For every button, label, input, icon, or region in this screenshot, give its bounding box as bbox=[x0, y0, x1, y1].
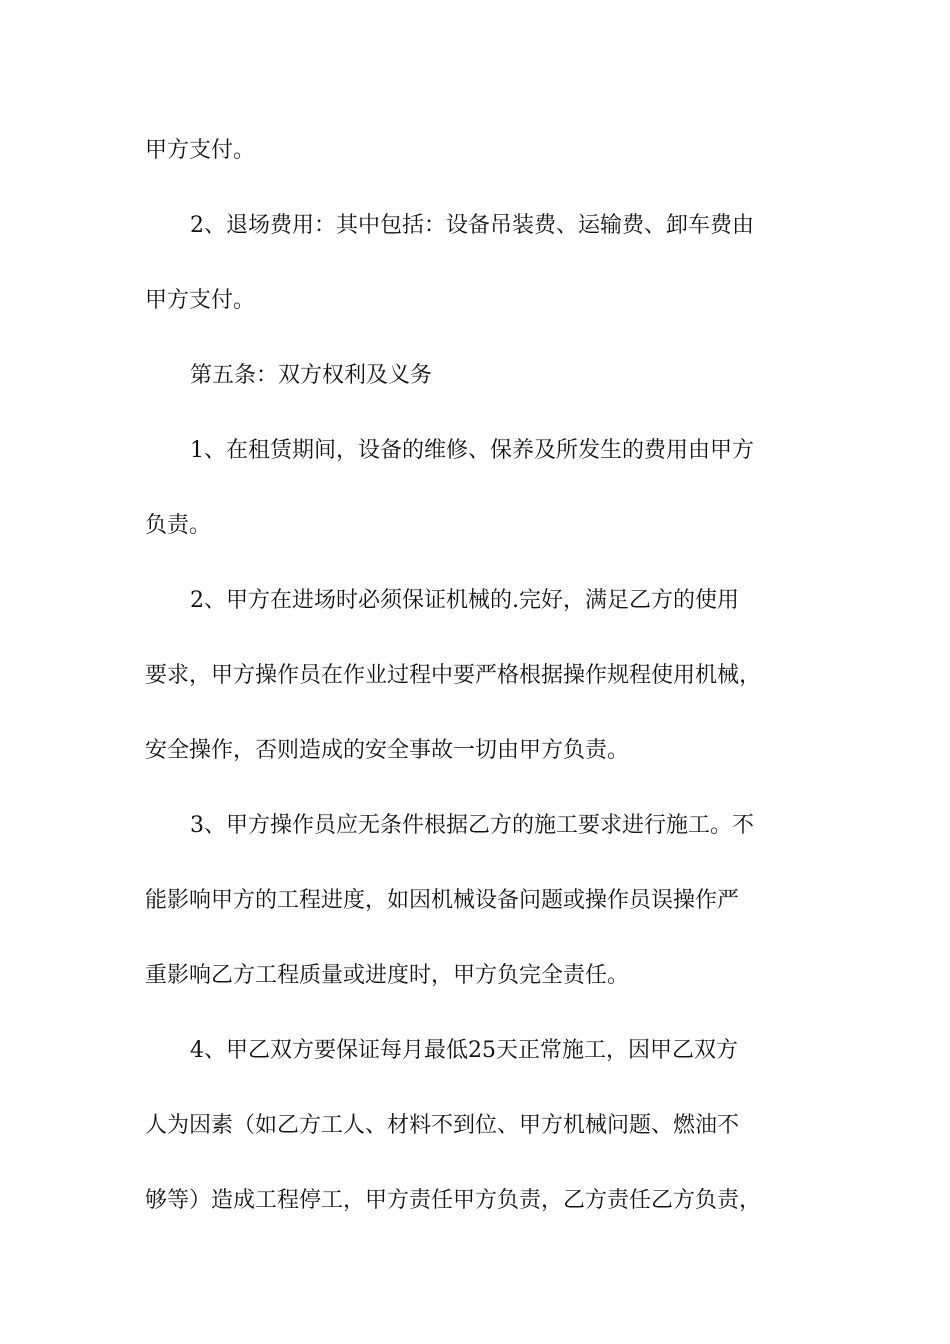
text-line: 安全操作，否则造成的安全事故一切由甲方负责。 bbox=[145, 738, 630, 763]
text-line: 要求，甲方操作员在作业过程中要严格根据操作规程使用机械， bbox=[145, 663, 762, 688]
text-line: 3、甲方操作员应无条件根据乙方的施工要求进行施工。不 bbox=[190, 813, 754, 838]
text-line: 重影响乙方工程质量或进度时，甲方负完全责任。 bbox=[145, 963, 630, 988]
text-line: 甲方支付。 bbox=[145, 138, 256, 163]
section-heading: 第五条：双方权利及义务 bbox=[190, 363, 433, 388]
text-line: 能影响甲方的工程进度，如因机械设备问题或操作员误操作严 bbox=[145, 888, 740, 913]
text-line: 4、甲乙双方要保证每月最低25天正常施工，因甲乙双方 bbox=[190, 1038, 738, 1063]
text-line: 甲方支付。 bbox=[145, 288, 256, 313]
text-line: 人为因素（如乙方工人、材料不到位、甲方机械问题、燃油不 bbox=[145, 1113, 740, 1138]
text-line: 负责。 bbox=[145, 513, 212, 538]
text-line: 1、在租赁期间，设备的维修、保养及所发生的费用由甲方 bbox=[190, 438, 754, 463]
text-line: 2、退场费用：其中包括：设备吊装费、运输费、卸车费由 bbox=[190, 213, 754, 238]
text-line: 够等）造成工程停工，甲方责任甲方负责，乙方责任乙方负责， bbox=[145, 1188, 762, 1213]
text-line: 2、甲方在进场时必须保证机械的.完好，满足乙方的使用 bbox=[190, 588, 739, 613]
